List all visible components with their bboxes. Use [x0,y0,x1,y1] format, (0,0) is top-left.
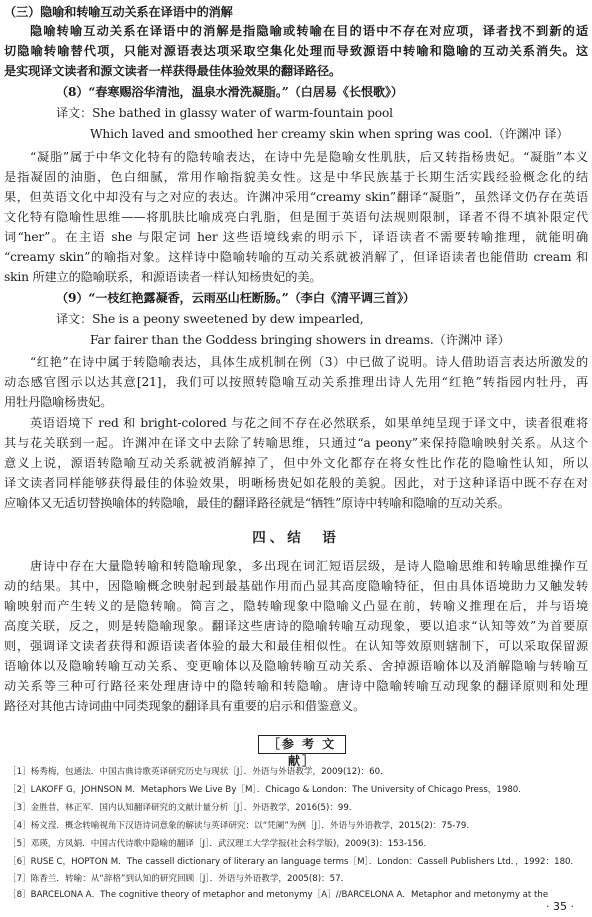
reference-item: ［3］金胜昔，林正军．国内认知翻译研究的文献计量分析［J］．外语教学，2016(5)：99． [8,803,358,813]
paragraph-line: 语喻体以及隐喻转喻互动关系、变更喻体以及隐喻转喻互动关系、舍掉源语喻体以及消解隐喻与转喻互 [4,659,588,673]
paragraph-line: 隐喻转喻互动关系在译语中的消解是指隐喻或转喻在目的语中不存在对应项，译者找不到新的适 [30,24,588,38]
paragraph-line: “凝脂”属于中华文化特有的隐转喻表达，在诗中先是隐喻女性肌肤，后又转指杨贵妃。“凝脂”本义 [30,150,588,164]
paragraph-line: 高度关联，反之，则是转隐喻现象。翻译这些唐诗的隐喻转喻互动现象，要以追求“认知等效”为首要原 [4,619,588,633]
reference-item: ［1］杨秀梅，包通法．中国古典诗歌英译研究历史与现状［J］．外语与外语教学，2009(12)：60． [8,767,389,777]
paragraph-line: 英语语境下 red 和 bright-colored 与花之间不存在必然联系，如果单纯呈现于译文中，读者很难将 [30,416,588,430]
paragraph-line: 则，强调译文读者获得和源语读者体验的最大和最佳相似性。在认知等效原则辖制下，可以采取保留源 [4,639,588,653]
paragraph-line: 果，但英语文化中却没有与之对应的表达。许渊冲采用“creamy skin”翻译“凝脂”，虽然译文仍存在英语 [4,190,588,204]
section-heading: 四、结 语 [252,530,340,546]
reference-item: ［5］邓瑛，方凤娟．中国古代诗歌中隐喻的翻译［J］．武汉理工大学学报(社会科学版)，2009(3)：153-156． [8,839,433,849]
example-translation: 译文：She bathed in glassy water of warm-fountain pool [56,106,393,120]
example-translation: 译文：She is a peony sweetened by dew impearled, [56,312,364,326]
paragraph-line: skin 所建立的隐喻联系，和源语读者一样认知杨贵妃的美。 [4,270,322,284]
example-translation: Far fairer than the Goddess bringing showers in dreams.（许渊冲 译） [90,333,510,347]
paragraph-line: 意义上说，源语转隐喻互动关系就被消解掉了，但中外文化都存在将女性比作花的隐喻性认知，所以 [4,456,588,470]
paragraph-line: 词“her”。在主语 she 与限定词 her 这些语境线索的明示下，译语读者不需要转喻推理，就能明确 [4,230,588,244]
paragraph-line: 动关系等三种可行路径来处理唐诗中的隐转喻和转隐喻。唐诗中隐喻转喻互动现象的翻译原则和处理 [4,679,588,693]
reference-item: ［6］RUSE C，HOPTON M．The cassell dictionary of literary an language terms［M］．London：Cassell Publishers Ltd．，1992：180． [8,857,580,867]
paragraph-line: 动的结果。其中，因隐喻概念映射起到最基础作用而凸显其高度隐喻特征，但由具体语境助力又触发转 [4,579,588,593]
example-source: （9）“一枝红艳露凝香，云雨巫山枉断肠。”（李白《清平调三首》） [56,291,415,305]
paragraph-line: “红艳”在诗中属于转隐喻表达，具体生成机制在例（3）中已做了说明。诗人借助语言表达所激发的 [30,355,588,369]
example-translation: Which laved and smoothed her creamy skin when spring was cool.（许渊冲 译） [90,127,569,141]
reference-item: ［7］陈香兰．转喻：从“辞格”到认知的研究回顾［J］．外语与外语教学，2005(8)：57． [8,874,350,884]
paragraph-line: 动态感官图示以达其意[21]，我们可以按照转隐喻互动关系推理出诗人先用“红艳”转指园内牡丹，再 [4,375,588,389]
paragraph-line: 是指凝固的油脂，色白细腻，常用作喻指貌美女性。这是中华民族基于长期生活实践经验概念化的结 [4,170,588,184]
paragraph-line: 切隐喻转喻替代项，只能对源语表达项采取空集化处理而导致源语中转喻和隐喻的互动关系消失。这 [4,44,588,58]
paragraph-line: 唐诗中存在大量隐转喻和转隐喻现象，多出现在词汇短语层级，是诗人隐喻思维和转喻思维操作互 [30,559,588,573]
reference-item: ［2］LAKOFF G，JOHNSON M．Metaphors We Live By［M］．Chicago & London：The University of Chicago Press，1980． [8,785,527,795]
paragraph-line: 应喻体又无适切替换喻体的转隐喻，最佳的翻译路径就是“牺牲”原诗中转喻和隐喻的互动关系。 [4,496,510,510]
reference-item: ［8］BARCELONA A．The cognitive theory of metaphor and metonymy［A］//BARCELONA A．Metaphor and metonymy at the [8,890,549,900]
paragraph-line: 文化特有隐喻性思维——将肌肤比喻成亮白乳脂，但是囿于英语句法规则限制，译者不得不填补限定代 [4,210,588,224]
paragraph-line: “creamy skin”的喻指对象。这样诗中隐喻转喻的互动关系就被消解了，但译语读者也能借助 cream 和 [4,250,588,264]
reference-item: ［4］杨文滢．概念转喻视角下汉语诗词意象的解读与英译研究：以“凭阑”为例［J］．外语与外语教学，2015(2)：75-79． [8,821,475,831]
paragraph-line: 是实现译文读者和源文读者一样获得最佳体验效果的翻译路径。 [4,64,342,78]
example-source: （8）“春寒赐浴华清池，温泉水滑洗凝脂。”（白居易《长恨歌》） [56,85,403,99]
references-heading: ［参 考 文 献］ [258,735,346,754]
paragraph-line: 喻映射而产生转义的是隐转喻。简言之，隐转喻现象中隐喻义凸显在前，转喻义推理在后，并与语境 [4,599,588,613]
paragraph-line: 用牡丹隐喻杨贵妃。 [4,395,113,409]
paragraph-line: 译文读者同样能够获得最佳的体验效果，明晰杨贵妃如花般的美貌。因此，对于这种译语中既不存在对 [4,476,588,490]
paragraph-line: 路径对其他古诗词曲中同类现象的翻译具有重要的启示和借鉴意义。 [4,699,366,713]
subsection-heading: （三）隐喻和转喻互动关系在译语中的消解 [4,5,233,19]
page-number: · 35 · [546,900,574,913]
paragraph-line: 其与花关联到一起。许渊冲在译文中去除了转喻思维，只通过“a peony”来保持隐喻映射关系。从这个 [4,436,588,450]
